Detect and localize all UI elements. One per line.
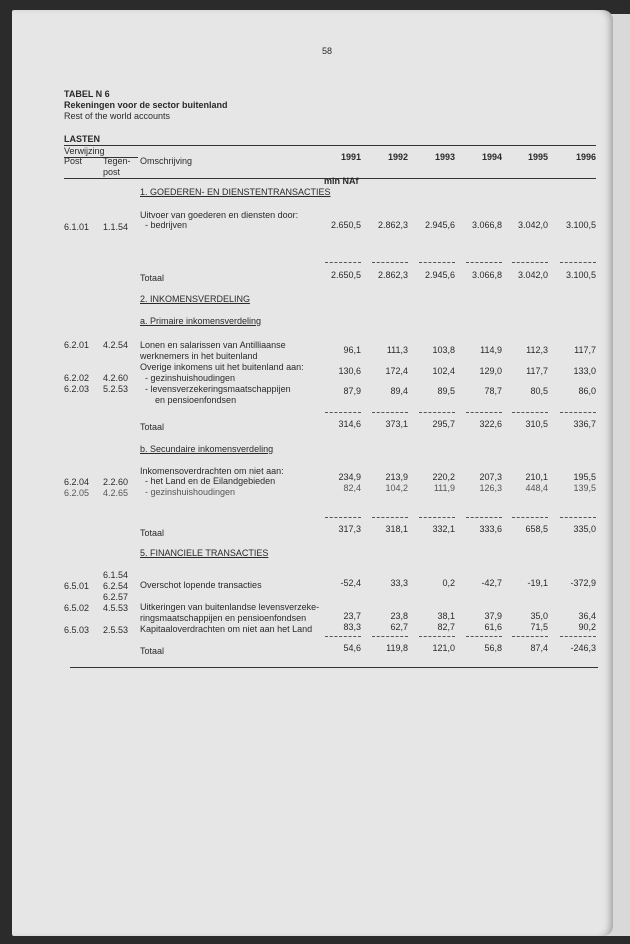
- subtotal-dash-rule: [512, 636, 548, 637]
- value-cell: 3.066,8: [471, 270, 502, 280]
- subtotal-dash-rule: [325, 412, 361, 413]
- post-code: 6.5.02: [64, 603, 90, 613]
- tegenpost-code: 6.2.57: [103, 592, 129, 602]
- value-cell: 37,9: [484, 611, 502, 621]
- value-cell: 90,2: [578, 622, 596, 632]
- value-cell: 2.650,5: [330, 220, 361, 230]
- subtotal-dash-rule: [512, 262, 548, 263]
- row-label: en pensioenfondsen: [155, 395, 237, 405]
- tegenpost-code: 6.2.54: [103, 581, 129, 591]
- tegenpost-code: 5.2.53: [103, 384, 129, 394]
- value-cell: 112,3: [526, 345, 548, 355]
- year-header: 1992: [387, 152, 408, 162]
- table-label: TABEL N 6: [64, 89, 110, 99]
- row-label: Kapitaaloverdrachten om niet aan het Land: [140, 624, 313, 634]
- value-cell: 111,9: [433, 483, 455, 493]
- value-cell: 96,1: [343, 345, 361, 355]
- value-cell: 89,4: [390, 386, 408, 396]
- post-code: 6.5.01: [64, 581, 90, 591]
- section-lasten: LASTEN: [64, 134, 100, 144]
- year-header: 1991: [340, 152, 361, 162]
- subtotal-dash-rule: [466, 517, 502, 518]
- value-cell: 333,6: [479, 524, 502, 534]
- title-nl: Rekeningen voor de sector buitenland: [64, 100, 228, 110]
- value-cell: 36,4: [578, 611, 596, 621]
- value-cell: 3.042,0: [517, 270, 548, 280]
- value-cell: -52,4: [340, 578, 361, 588]
- page-number: 58: [322, 46, 333, 56]
- subtotal-dash-rule: [372, 412, 408, 413]
- value-cell: 139,5: [573, 483, 596, 493]
- value-cell: 210,1: [525, 472, 548, 482]
- row-label: Uitvoer van goederen en diensten door:: [140, 210, 299, 220]
- tegenpost-code: 4.2.65: [103, 488, 129, 498]
- tegenpost-code: 4.5.53: [103, 603, 129, 613]
- header-omschrijving: Omschrijving: [140, 156, 193, 166]
- unit-label: mln NAf: [324, 176, 359, 186]
- value-cell: 104,2: [385, 483, 408, 493]
- subtotal-dash-rule: [325, 517, 361, 518]
- total-label: Totaal: [140, 528, 165, 538]
- value-cell: 80,5: [530, 386, 548, 396]
- header-tegenpost-2: post: [103, 167, 121, 177]
- subtotal-dash-rule: [466, 412, 502, 413]
- value-cell: 373,1: [385, 419, 408, 429]
- subtotal-dash-rule: [372, 517, 408, 518]
- subtotal-dash-rule: [419, 412, 455, 413]
- year-header: 1994: [481, 152, 502, 162]
- value-cell: 83,3: [343, 622, 361, 632]
- subtotal-dash-rule: [466, 636, 502, 637]
- post-code: 6.2.03: [64, 384, 90, 394]
- value-cell: 3.100,5: [565, 220, 596, 230]
- row-label: werknemers in het buitenland: [140, 351, 258, 361]
- row-label: Overige inkomens uit het buitenland aan:: [140, 362, 304, 372]
- subtotal-dash-rule: [512, 412, 548, 413]
- value-cell: 56,8: [484, 643, 502, 653]
- value-cell: 111,3: [386, 345, 408, 355]
- subtotal-dash-rule: [325, 262, 361, 263]
- subtotal-dash-rule: [372, 636, 408, 637]
- value-cell: 295,7: [432, 419, 455, 429]
- total-label: Totaal: [140, 273, 165, 283]
- tegenpost-code: 4.2.60: [103, 373, 129, 383]
- value-cell: 87,4: [530, 643, 548, 653]
- value-cell: 3.042,0: [517, 220, 548, 230]
- value-cell: 2.650,5: [330, 270, 361, 280]
- subtotal-dash-rule: [560, 412, 596, 413]
- value-cell: -246,3: [570, 643, 596, 653]
- value-cell: 130,6: [338, 366, 361, 376]
- value-cell: 78,7: [484, 386, 502, 396]
- value-cell: 114,9: [480, 345, 502, 355]
- value-cell: 121,0: [432, 643, 455, 653]
- value-cell: 336,7: [573, 419, 596, 429]
- header-verwijzing: Verwijzing: [64, 146, 105, 156]
- value-cell: 332,1: [432, 524, 455, 534]
- heading-goederen: 1. GOEDEREN- EN DIENSTENTRANSACTIES: [140, 187, 331, 197]
- value-cell: 317,3: [338, 524, 361, 534]
- value-cell: 335,0: [573, 524, 596, 534]
- rule: [64, 145, 596, 146]
- value-cell: 35,0: [530, 611, 548, 621]
- value-cell: 234,9: [338, 472, 361, 482]
- header-tegenpost: Tegen-: [103, 156, 131, 166]
- value-cell: 310,5: [525, 419, 548, 429]
- value-cell: 117,7: [526, 366, 548, 376]
- total-label: Totaal: [140, 646, 165, 656]
- value-cell: 62,7: [390, 622, 408, 632]
- value-cell: 86,0: [578, 386, 596, 396]
- year-header: 1996: [575, 152, 596, 162]
- title-en: Rest of the world accounts: [64, 111, 171, 121]
- heading-inkomensverdeling: 2. INKOMENSVERDELING: [140, 294, 251, 304]
- value-cell: 133,0: [573, 366, 596, 376]
- total-label: Totaal: [140, 422, 165, 432]
- subtotal-dash-rule: [512, 517, 548, 518]
- value-cell: 195,5: [573, 472, 596, 482]
- value-cell: 318,1: [385, 524, 408, 534]
- value-cell: 213,9: [385, 472, 408, 482]
- value-cell: 54,6: [343, 643, 361, 653]
- subtotal-dash-rule: [372, 262, 408, 263]
- row-label: - het Land en de Eilandgebieden: [145, 476, 276, 486]
- value-cell: -42,7: [481, 578, 502, 588]
- value-cell: 119,8: [386, 643, 408, 653]
- subtotal-dash-rule: [325, 636, 361, 637]
- value-cell: 89,5: [437, 386, 455, 396]
- row-label: - gezinshuishoudingen: [145, 487, 236, 497]
- value-cell: 129,0: [479, 366, 502, 376]
- value-cell: 82,4: [343, 483, 361, 493]
- value-cell: 126,3: [479, 483, 502, 493]
- value-cell: 0,2: [442, 578, 455, 588]
- value-cell: -372,9: [570, 578, 596, 588]
- post-code: 6.2.01: [64, 340, 90, 350]
- value-cell: 38,1: [437, 611, 455, 621]
- value-cell: 207,3: [479, 472, 502, 482]
- value-cell: 23,7: [343, 611, 361, 621]
- value-cell: 103,8: [432, 345, 455, 355]
- value-cell: 658,5: [525, 524, 548, 534]
- value-cell: 2.945,6: [424, 220, 455, 230]
- subheading-primaire: a. Primaire inkomensverdeling: [140, 316, 262, 326]
- row-label: Inkomensoverdrachten om niet aan:: [140, 466, 284, 476]
- value-cell: 322,6: [479, 419, 502, 429]
- post-code: 6.2.04: [64, 477, 90, 487]
- post-code: 6.2.02: [64, 373, 90, 383]
- subtotal-dash-rule: [419, 517, 455, 518]
- subtotal-dash-rule: [560, 636, 596, 637]
- tegenpost-code: 2.5.53: [103, 625, 129, 635]
- tegenpost-code: 4.2.54: [103, 340, 129, 350]
- value-cell: -19,1: [527, 578, 548, 588]
- value-cell: 220,2: [432, 472, 455, 482]
- value-cell: 3.066,8: [471, 220, 502, 230]
- subtotal-dash-rule: [419, 636, 455, 637]
- row-label: Overschot lopende transacties: [140, 580, 262, 590]
- header-post: Post: [64, 156, 83, 166]
- value-cell: 87,9: [343, 386, 361, 396]
- tegenpost-code: 1.1.54: [103, 222, 129, 232]
- row-label: ringsmaatschappijen en pensioenfondsen: [140, 613, 307, 623]
- value-cell: 448,4: [525, 483, 548, 493]
- row-label: Lonen en salarissen van Antilliaanse: [140, 340, 286, 350]
- value-cell: 102,4: [432, 366, 455, 376]
- tegenpost-code: 2.2.60: [103, 477, 129, 487]
- year-header: 1995: [527, 152, 548, 162]
- subtotal-dash-rule: [560, 517, 596, 518]
- subheading-secundaire: b. Secundaire inkomensverdeling: [140, 444, 274, 454]
- post-code: 6.2.05: [64, 488, 90, 498]
- value-cell: 3.100,5: [565, 270, 596, 280]
- value-cell: 172,4: [385, 366, 408, 376]
- row-label: - bedrijven: [145, 220, 188, 230]
- value-cell: 82,7: [437, 622, 455, 632]
- value-cell: 61,6: [484, 622, 502, 632]
- subtotal-dash-rule: [560, 262, 596, 263]
- value-cell: 117,7: [574, 345, 596, 355]
- subtotal-dash-rule: [419, 262, 455, 263]
- subtotal-dash-rule: [466, 262, 502, 263]
- heading-financiele: 5. FINANCIELE TRANSACTIES: [140, 548, 269, 558]
- value-cell: 71,5: [530, 622, 548, 632]
- post-code: 6.5.03: [64, 625, 90, 635]
- tegenpost-code: 6.1.54: [103, 570, 129, 580]
- value-cell: 2.862,3: [377, 220, 408, 230]
- value-cell: 33,3: [390, 578, 408, 588]
- year-header: 1993: [434, 152, 455, 162]
- post-code: 6.1.01: [64, 222, 90, 232]
- row-label: Uitkeringen van buitenlandse levensverzeke-: [140, 602, 320, 612]
- row-label: - gezinshuishoudingen: [145, 373, 236, 383]
- value-cell: 2.945,6: [424, 270, 455, 280]
- value-cell: 23,8: [390, 611, 408, 621]
- value-cell: 314,6: [338, 419, 361, 429]
- bottom-rule: [70, 667, 598, 668]
- value-cell: 2.862,3: [377, 270, 408, 280]
- row-label: - levensverzekeringsmaatschappijen: [145, 384, 291, 394]
